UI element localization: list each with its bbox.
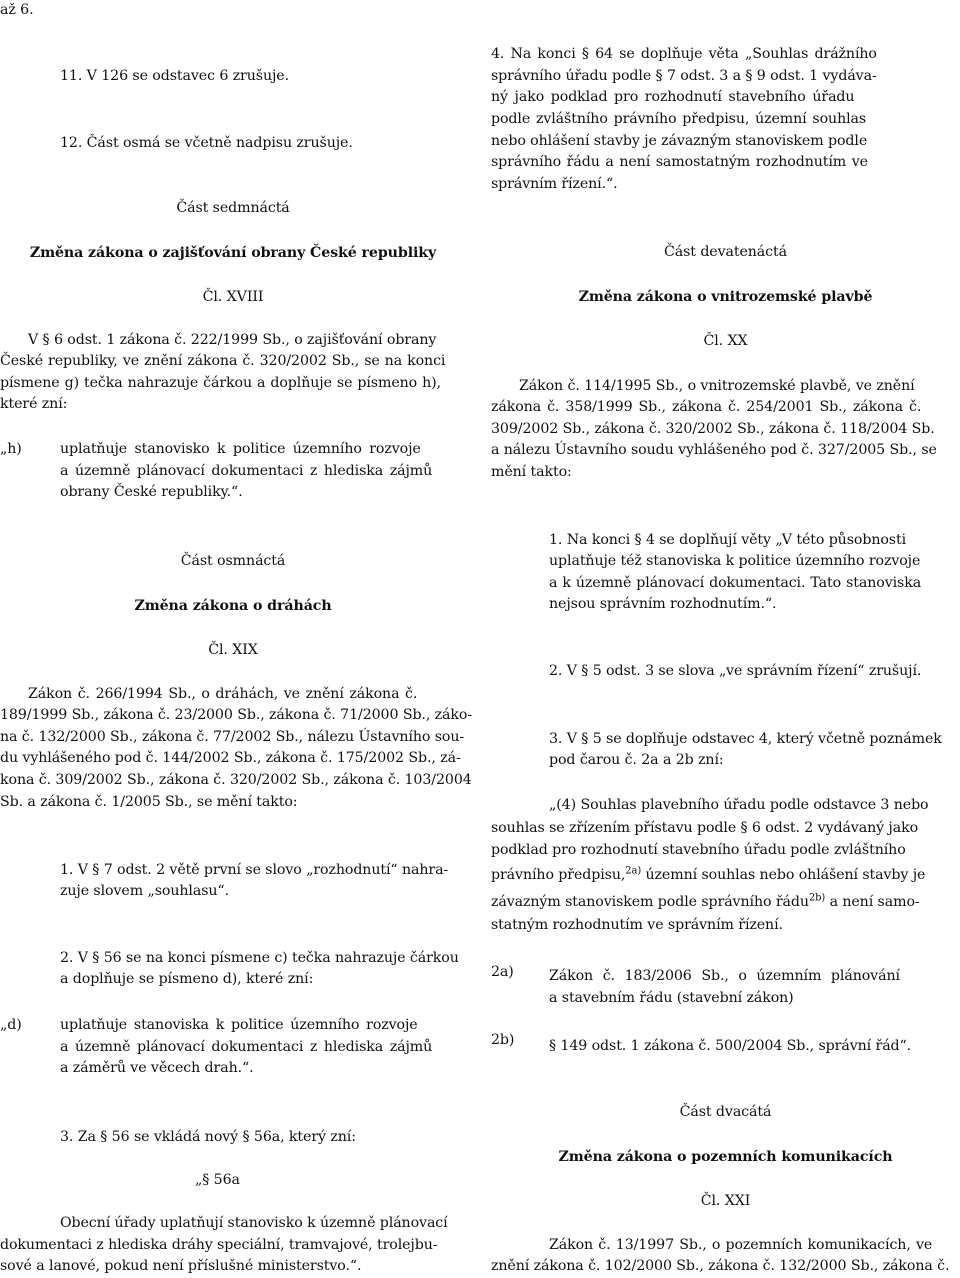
footnote-text: a stavebním řádu (stavební zákon) bbox=[549, 990, 794, 1006]
text-line: 189/1999 Sb., zákona č. 23/2000 Sb., zákona č. 71/2000 Sb., záko- bbox=[0, 707, 473, 723]
text-line: správním řízení.“. bbox=[491, 176, 618, 192]
text-line: souhlas se zřízením přístavu podle § 6 odst. 2 vydávaný jako bbox=[491, 820, 919, 836]
text-line: mění takto: bbox=[491, 464, 572, 480]
item-marker: „d) bbox=[0, 1017, 22, 1033]
footnote-marker: 2a) bbox=[491, 964, 514, 980]
text-line: V § 6 odst. 1 zákona č. 222/1999 Sb., o zajišťování obrany bbox=[28, 332, 437, 348]
text-line: uplatňuje stanovisko k politice územního rozvoje bbox=[60, 441, 421, 457]
text-line: které zní: bbox=[0, 396, 68, 412]
text-line: a územně plánovací dokumentaci z hlediska zájmů bbox=[60, 463, 433, 479]
text-line: 4. Na konci § 64 se doplňuje věta „Souhlas drážního bbox=[491, 46, 877, 62]
text-line: Obecní úřady uplatňují stanovisko k územně plánovací bbox=[60, 1215, 448, 1231]
text-line: až 6. bbox=[0, 2, 34, 18]
footnote-marker: 2b) bbox=[491, 1032, 515, 1048]
text-line: České republiky, ve znění zákona č. 320/2002 Sb., se na konci bbox=[0, 353, 446, 369]
text-line: sové a lanové, pokud není příslušné ministerstvo.“. bbox=[0, 1258, 362, 1274]
text-line: 12. Část osmá se včetně nadpisu zrušuje. bbox=[60, 135, 353, 151]
text-line: du vyhlášeného pod č. 144/2002 Sb., zákona č. 175/2002 Sb., zá- bbox=[0, 750, 461, 766]
text-line: na č. 132/2000 Sb., zákona č. 77/2002 Sb., nálezu Ústavního sou- bbox=[0, 729, 465, 745]
section-title: Změna zákona o pozemních komunikacích bbox=[558, 1149, 893, 1165]
text-line: písmene g) tečka nahrazuje čárkou a doplňuje se písmeno h), bbox=[0, 375, 441, 391]
text-line: a k územně plánovací dokumentaci. Tato stanoviska bbox=[549, 575, 922, 591]
text-line: uplatňuje stanoviska k politice územního rozvoje bbox=[60, 1017, 418, 1033]
text-line: 3. V § 5 se doplňuje odstavec 4, který včetně poznámek bbox=[549, 731, 942, 747]
text-line: statným rozhodnutím ve správním řízení. bbox=[491, 917, 783, 933]
text-line: zuje slovem „souhlasu“. bbox=[60, 883, 229, 899]
text-line: nejsou správním rozhodnutím.“. bbox=[549, 596, 777, 612]
section-title: Změna zákona o zajišťování obrany České republiky bbox=[29, 245, 437, 261]
text-line: obrany České republiky.“. bbox=[60, 484, 243, 500]
text-line: podle zvláštního právního předpisu, územní souhlas bbox=[491, 111, 867, 127]
article-number: Čl. XVIII bbox=[202, 289, 264, 305]
footnote-text: § 149 odst. 1 zákona č. 500/2004 Sb., správní řád“. bbox=[549, 1038, 912, 1054]
text-line: Sb. a zákona č. 1/2005 Sb., se mění takto: bbox=[0, 794, 298, 810]
text-line: pod čarou č. 2a a 2b zní: bbox=[549, 752, 724, 768]
section-heading: Část dvacátá bbox=[679, 1104, 772, 1120]
text-line: Zákon č. 13/1997 Sb., o pozemních komunikacích, ve bbox=[549, 1237, 933, 1253]
footnote-ref[interactable]: 2a) bbox=[625, 865, 642, 877]
text-line: zákona č. 358/1999 Sb., zákona č. 254/2001 Sb., zákona č. bbox=[491, 399, 922, 415]
text-line: Zákon č. 266/1994 Sb., o dráhách, ve znění zákona č. bbox=[28, 686, 418, 702]
text-line: a územně plánovací dokumentaci z hlediska zájmů bbox=[60, 1039, 433, 1055]
section-title: Změna zákona o dráhách bbox=[134, 598, 332, 614]
text-line: 309/2002 Sb., zákona č. 320/2002 Sb., zákona č. 118/2004 Sb. bbox=[491, 421, 935, 437]
text-line: 1. V § 7 odst. 2 větě první se slovo „rozhodnutí“ nahra- bbox=[60, 862, 449, 878]
text-line: a doplňuje se písmeno d), které zní: bbox=[60, 971, 314, 987]
text-line: ný jako podklad pro rozhodnutí stavebního úřadu bbox=[491, 89, 855, 105]
text-line: kona č. 309/2002 Sb., zákona č. 320/2002 Sb., zákona č. 103/2004 bbox=[0, 772, 472, 788]
article-number: Čl. XIX bbox=[208, 642, 258, 658]
section-heading: Část osmnáctá bbox=[180, 553, 286, 569]
section-title: Změna zákona o vnitrozemské plavbě bbox=[578, 289, 873, 305]
text-line: Zákon č. 114/1995 Sb., o vnitrozemské plavbě, ve znění bbox=[519, 378, 915, 394]
text-line: 3. Za § 56 se vkládá nový § 56a, který zní: bbox=[60, 1129, 356, 1145]
section-heading: Část sedmnáctá bbox=[176, 200, 290, 216]
text-line: nebo ohlášení stavby je závazným stanoviskem podle bbox=[491, 133, 868, 149]
text-line: právního předpisu,$^{2a)}$ územní souhlas nebo ohlášení stavby je bbox=[491, 865, 926, 883]
text-line: uplatňuje též stanoviska k politice územního rozvoje bbox=[549, 553, 921, 569]
text-line: 1. Na konci § 4 se doplňují věty „V této působnosti bbox=[549, 532, 907, 548]
text-line: 2. V § 5 odst. 3 se slova „ve správním řízení“ zrušují. bbox=[549, 663, 922, 679]
section-heading: Část devatenáctá bbox=[664, 244, 787, 260]
text-line: „(4) Souhlas plavebního úřadu podle odstavce 3 nebo bbox=[549, 797, 929, 813]
text-line: znění zákona č. 102/2000 Sb., zákona č. 132/2000 Sb., zákona č. bbox=[491, 1258, 950, 1274]
article-number: Čl. XXI bbox=[700, 1193, 751, 1209]
text-line: dokumentaci z hlediska dráhy speciální, tramvajové, trolejbu- bbox=[0, 1237, 438, 1253]
text-line: správního řádu a není samostatným rozhodnutím ve bbox=[491, 154, 868, 170]
article-number: Čl. XX bbox=[703, 333, 748, 349]
text-line: 2. V § 56 se na konci písmene c) tečka nahrazuje čárkou bbox=[60, 950, 459, 966]
footnote-ref[interactable]: 2b) bbox=[808, 892, 826, 904]
text-line: 11. V 126 se odstavec 6 zrušuje. bbox=[60, 68, 289, 84]
text-line: závazným stanoviskem podle správního řádu$^{2b)}$ a není samo- bbox=[491, 892, 920, 910]
text-line: a nálezu Ústavního soudu vyhlášeného pod č. 327/2005 Sb., se bbox=[491, 442, 937, 458]
text-line: „§ 56a bbox=[195, 1172, 240, 1188]
text-line: správního úřadu podle § 7 odst. 3 a § 9 odst. 1 vydáva- bbox=[491, 68, 877, 84]
item-marker: „h) bbox=[0, 441, 22, 457]
footnote-text: Zákon č. 183/2006 Sb., o územním plánování bbox=[549, 968, 900, 984]
text-line: podklad pro rozhodnutí stavebního úřadu podle zvláštního bbox=[491, 842, 906, 858]
text-line: a záměrů ve věcech drah.“. bbox=[60, 1060, 254, 1076]
